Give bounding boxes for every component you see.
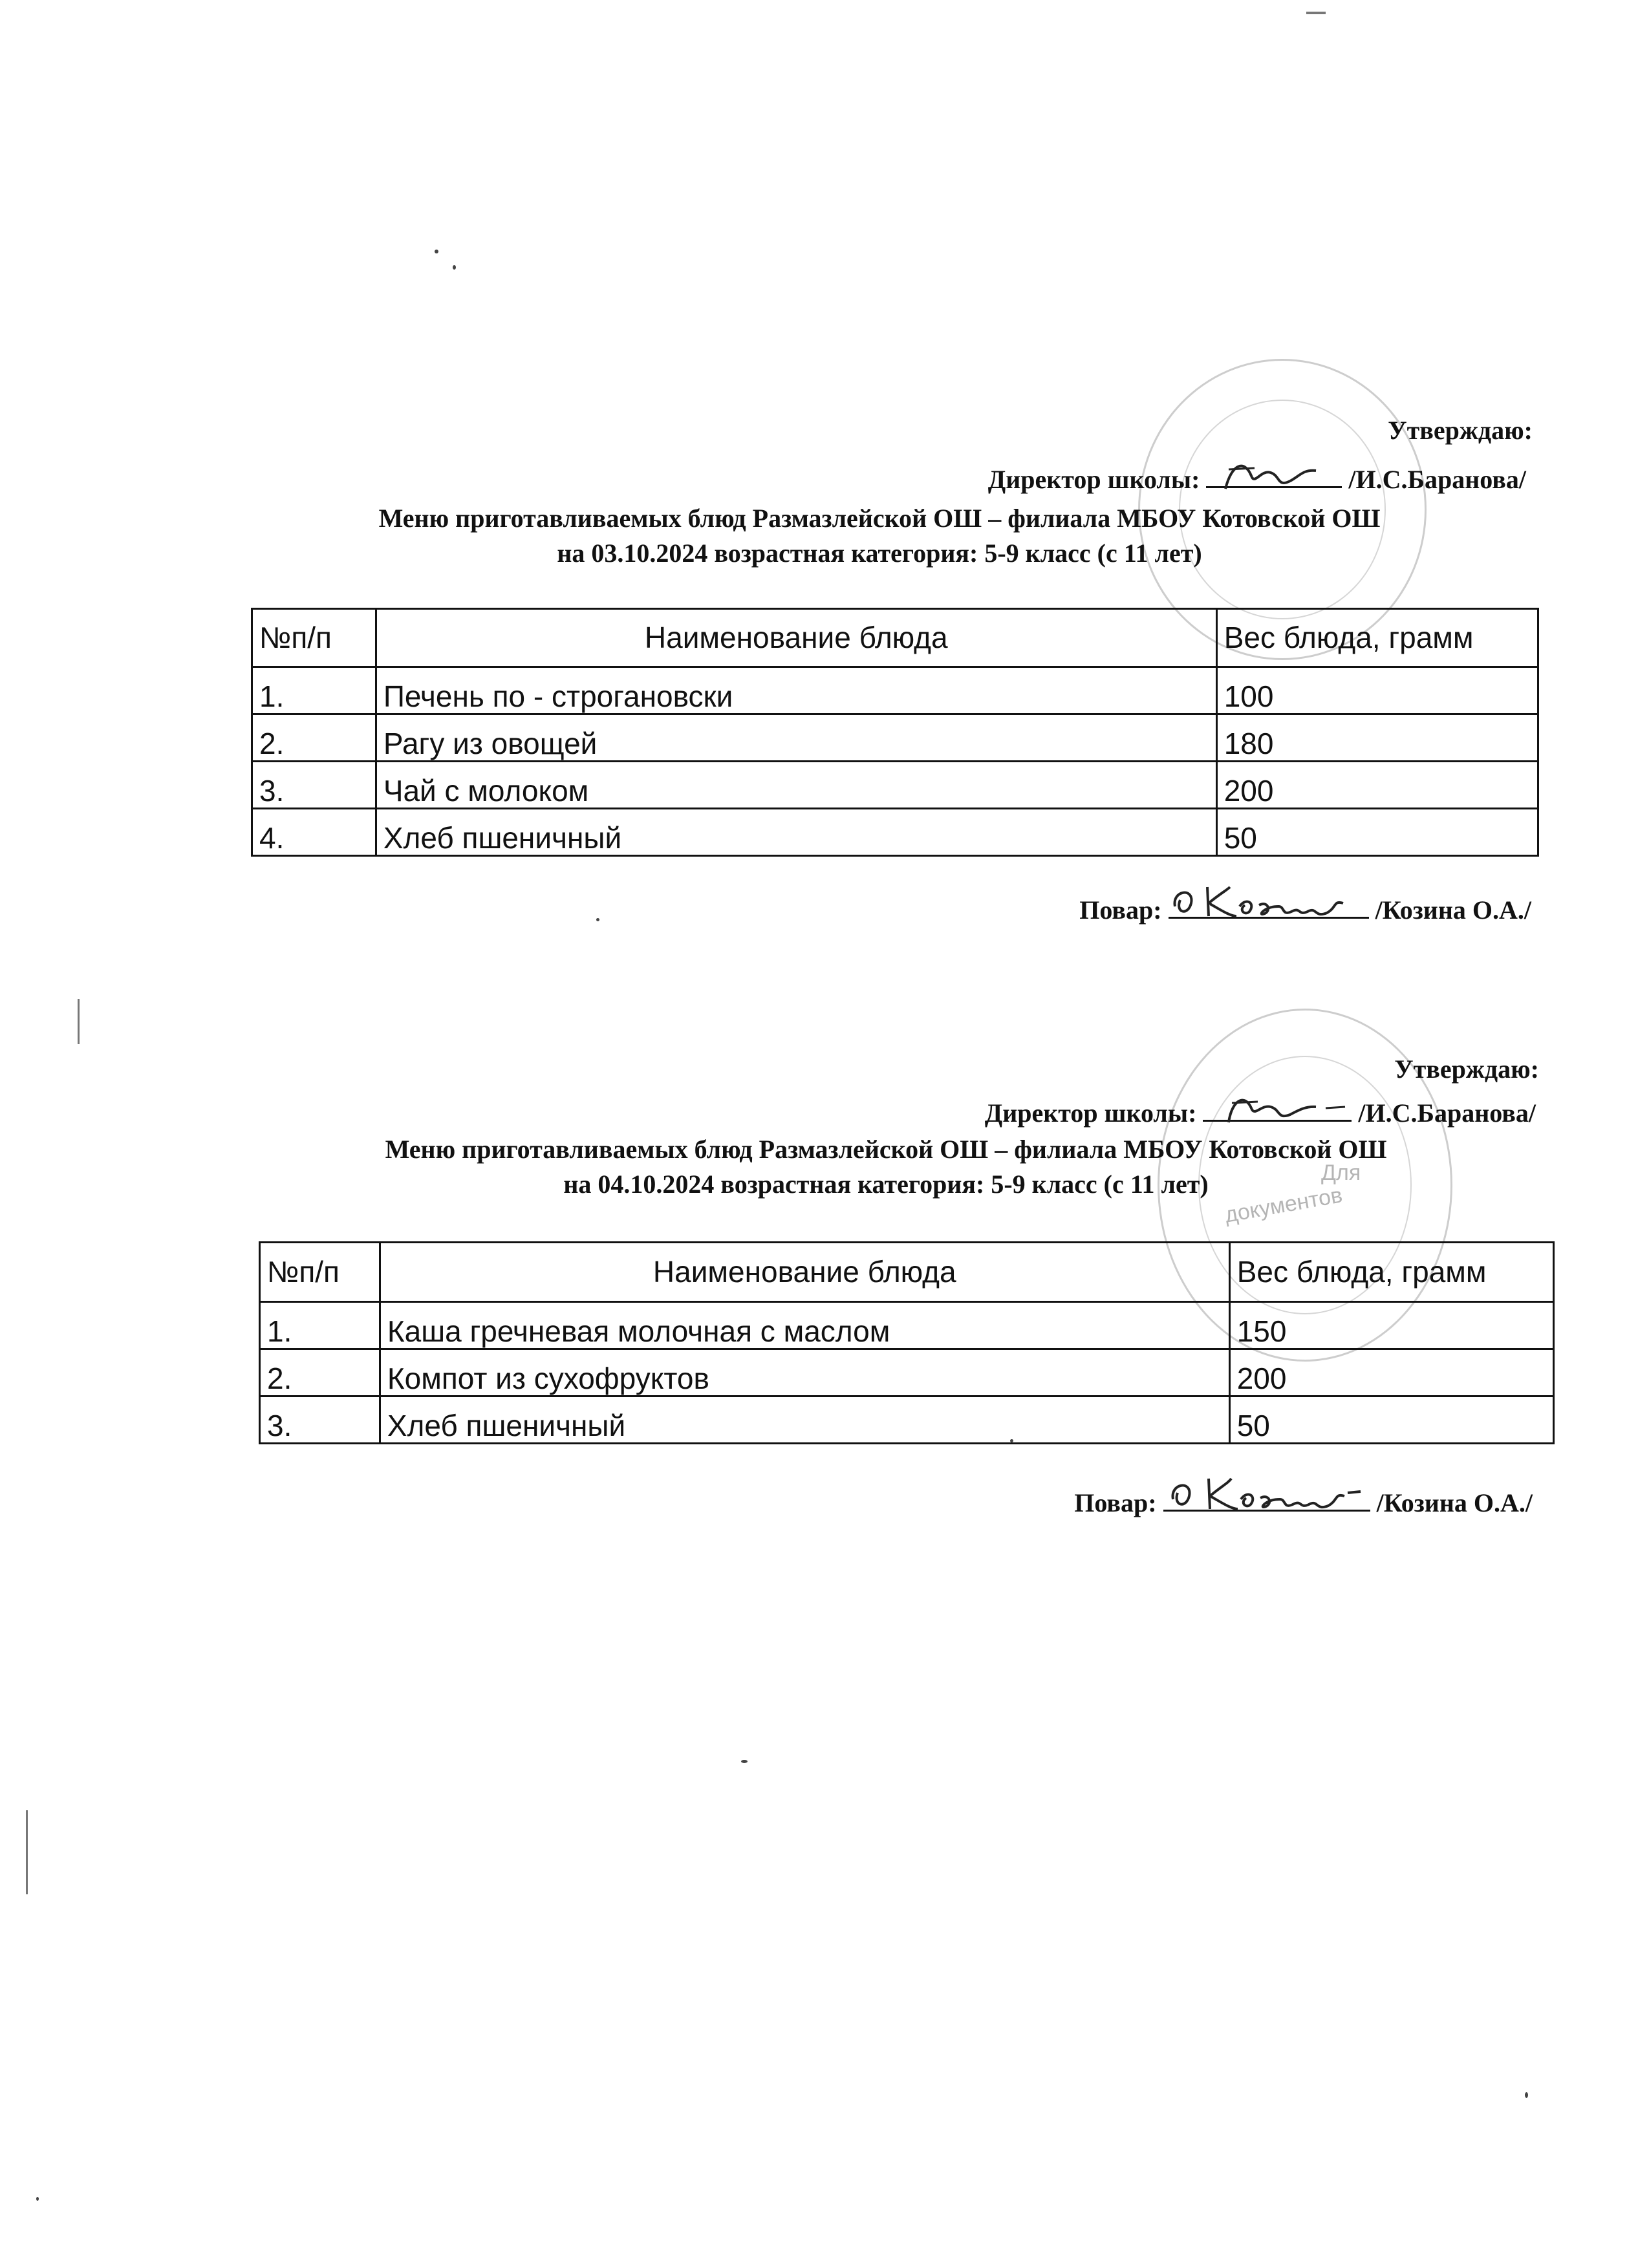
menu-subtitle: на 03.10.2024 возрастная категория: 5-9 класс (с 11 лет)	[557, 539, 1202, 568]
row-dish: Каша гречневая молочная с маслом	[380, 1302, 1229, 1349]
cook-prefix: Повар:	[1079, 895, 1162, 925]
table-row	[252, 809, 1538, 856]
row-weight: 50	[1229, 1396, 1553, 1444]
scan-edge-mark	[78, 999, 80, 1044]
scan-speck	[741, 1760, 748, 1763]
table-row	[252, 714, 1538, 762]
table-row	[260, 1396, 1554, 1444]
menu-title: Меню приготавливаемых блюд Размазлейской ОШ – филиала МБОУ Котовской ОШ	[385, 1135, 1387, 1164]
header-number: №п/п	[260, 1243, 380, 1302]
row-weight: 200	[1229, 1349, 1553, 1396]
signature-scribble-icon	[1169, 881, 1369, 926]
menu-table	[259, 1241, 1555, 1444]
row-dish: Компот из сухофруктов	[380, 1349, 1229, 1396]
header-dish-name: Наименование блюда	[380, 1243, 1229, 1302]
row-weight: 180	[1216, 714, 1538, 762]
director-line	[988, 460, 1526, 495]
cook-suffix: /Козина О.А./	[1375, 895, 1531, 925]
scan-edge-mark	[26, 1810, 28, 1894]
table-row	[252, 667, 1538, 714]
director-signature	[1203, 1094, 1352, 1122]
menu-table	[251, 608, 1539, 857]
scan-speck	[435, 250, 438, 253]
row-number: 4.	[252, 809, 376, 856]
row-number: 2.	[252, 714, 376, 762]
row-number: 1.	[252, 667, 376, 714]
cook-suffix: /Козина О.А./	[1376, 1488, 1533, 1517]
header-weight: Вес блюда, грамм	[1216, 609, 1538, 667]
row-dish: Рагу из овощей	[376, 714, 1216, 762]
row-weight: 200	[1216, 762, 1538, 809]
scan-speck	[596, 918, 599, 921]
table-header-row	[252, 609, 1538, 667]
row-number: 1.	[260, 1302, 380, 1349]
director-suffix: /И.С.Баранова/	[1358, 1098, 1536, 1128]
approve-label: Утверждаю:	[1394, 1054, 1539, 1084]
cook-line	[1074, 1484, 1533, 1518]
cook-line	[1079, 891, 1531, 925]
row-dish: Хлеб пшеничный	[376, 809, 1216, 856]
stamp-text-1: Для	[1321, 1161, 1361, 1185]
scan-edge-mark	[1306, 12, 1326, 14]
stamp-text-2: документов	[1223, 1182, 1344, 1228]
row-number: 2.	[260, 1349, 380, 1396]
director-suffix: /И.С.Баранова/	[1348, 465, 1526, 494]
cook-signature	[1169, 891, 1369, 919]
table-header-row	[260, 1243, 1554, 1302]
director-prefix: Директор школы:	[987, 465, 1200, 494]
header-number: №п/п	[252, 609, 376, 667]
signature-scribble-icon	[1203, 1090, 1352, 1129]
row-dish: Печень по - строгановски	[376, 667, 1216, 714]
signature-scribble-icon	[1163, 1473, 1370, 1519]
director-prefix: Директор школы:	[984, 1098, 1197, 1128]
cook-signature	[1163, 1484, 1370, 1512]
row-weight: 50	[1216, 809, 1538, 856]
scan-speck	[1525, 2092, 1528, 2098]
scan-speck	[36, 2197, 39, 2201]
signature-scribble-icon	[1206, 456, 1342, 495]
row-number: 3.	[260, 1396, 380, 1444]
row-dish: Чай с молоком	[376, 762, 1216, 809]
table-row	[260, 1302, 1554, 1349]
row-weight: 100	[1216, 667, 1538, 714]
header-dish-name: Наименование блюда	[376, 609, 1216, 667]
row-number: 3.	[252, 762, 376, 809]
row-weight: 150	[1229, 1302, 1553, 1349]
header-weight: Вес блюда, грамм	[1229, 1243, 1553, 1302]
scan-speck	[453, 265, 456, 270]
table-row	[252, 762, 1538, 809]
director-signature	[1206, 460, 1342, 488]
director-line	[985, 1094, 1536, 1128]
row-dish: Хлеб пшеничный	[380, 1396, 1229, 1444]
menu-subtitle: на 04.10.2024 возрастная категория: 5-9 класс (с 11 лет)	[563, 1170, 1209, 1199]
approve-label: Утверждаю:	[1388, 416, 1533, 445]
table-row	[260, 1349, 1554, 1396]
menu-title: Меню приготавливаемых блюд Размазлейской ОШ – филиала МБОУ Котовской ОШ	[378, 504, 1381, 533]
cook-prefix: Повар:	[1074, 1488, 1157, 1517]
